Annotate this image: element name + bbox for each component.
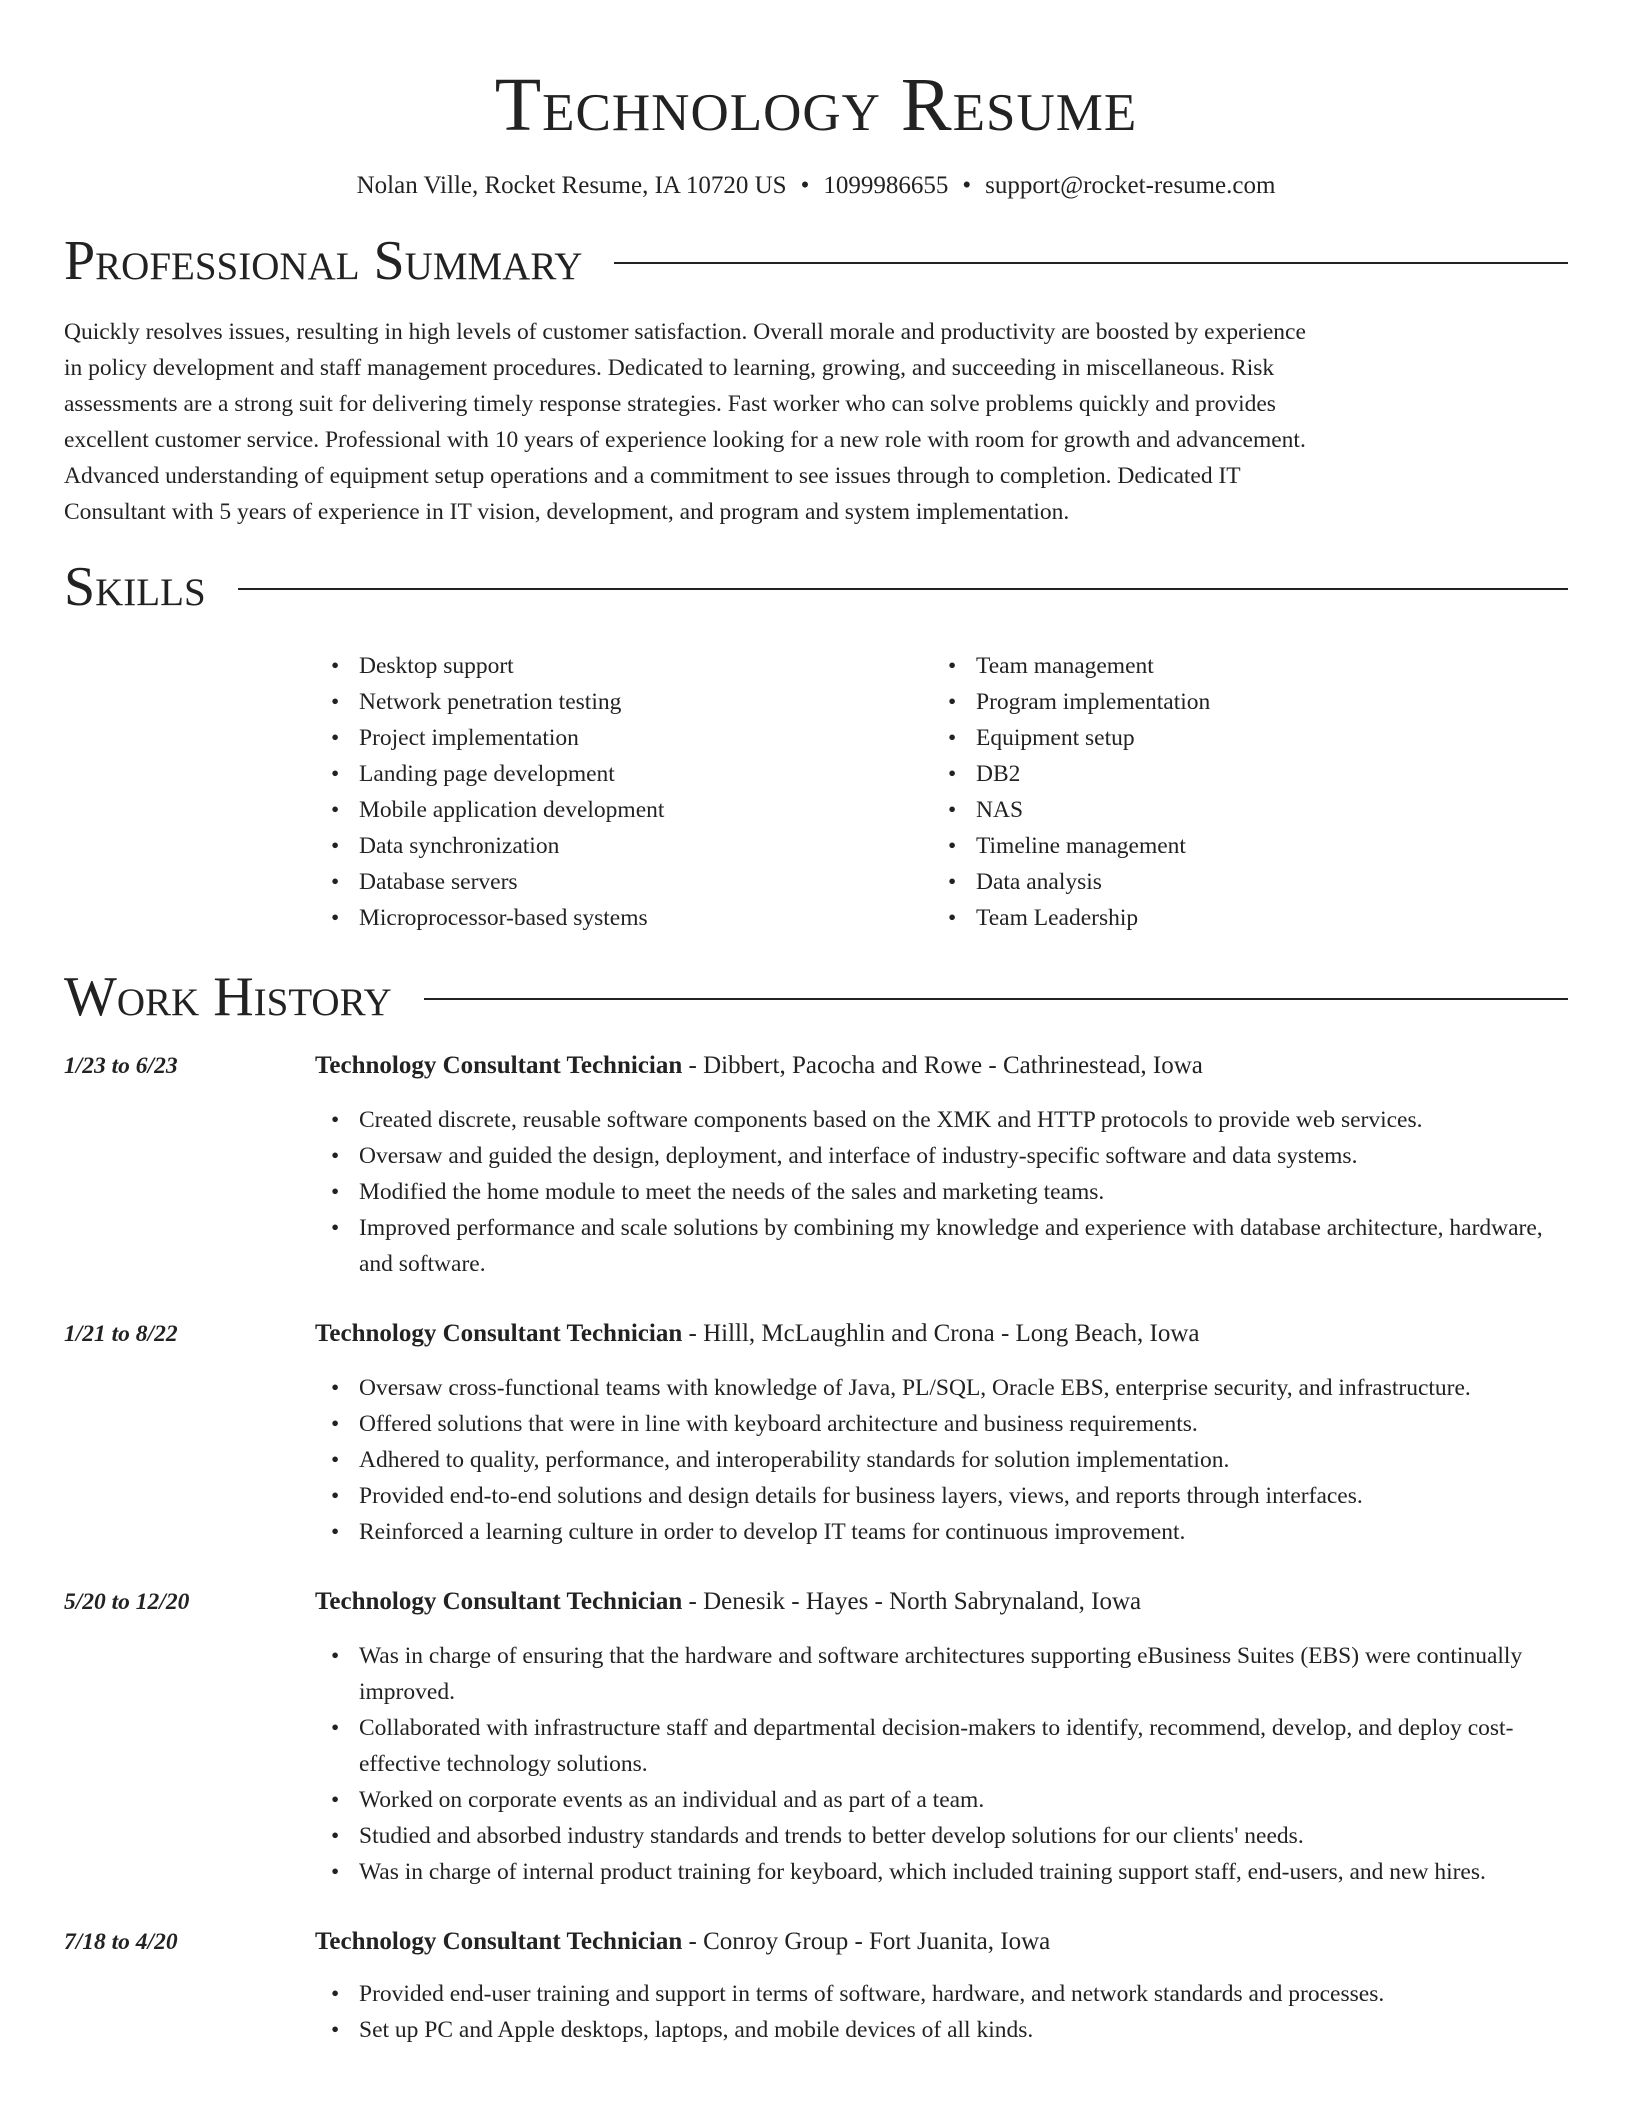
duty-item: • Set up PC and Apple desktops, laptops, and mobile devices of all kinds. — [359, 2012, 1568, 2048]
job-company: - Dibbert, Pacocha and Rowe - Cathrinestead, Iowa — [682, 1052, 1203, 1079]
skill-item: • Microprocessor-based systems — [359, 900, 932, 936]
resume-title: Technology Resume — [494, 63, 1138, 147]
job-entry — [64, 1316, 1568, 1550]
job-dates: 1/23 to 6/23 — [64, 1053, 178, 1079]
skill-item: • Network penetration testing — [359, 684, 932, 720]
duty-item: • Was in charge of internal product training for keyboard, which included training support staff, end-users, and new hires. — [359, 1854, 1568, 1890]
job-duties — [315, 1370, 1568, 1550]
resume-page — [64, 0, 1568, 2048]
job-dates: 5/20 to 12/20 — [64, 1589, 190, 1615]
job-title: Technology Consultant Technician — [315, 1588, 683, 1615]
job-body — [315, 1584, 1568, 1890]
job-body — [315, 1048, 1568, 1282]
skill-item: • Database servers — [359, 864, 932, 900]
skill-item: • Team management — [976, 648, 1536, 684]
job-dates: 1/21 to 8/22 — [64, 1321, 178, 1347]
skills-column-left — [315, 648, 932, 936]
duty-item: • Provided end-user training and support in terms of software, hardware, and network standards and processes. — [359, 1976, 1568, 2012]
job-entry — [64, 1924, 1568, 2048]
duty-item: • Oversaw cross-functional teams with knowledge of Java, PL/SQL, Oracle EBS, enterprise security, and infrastructure. — [359, 1370, 1568, 1406]
skill-item: • DB2 — [976, 756, 1536, 792]
section-divider — [614, 262, 1568, 264]
job-company: - Hilll, McLaughlin and Crona - Long Beach, Iowa — [682, 1320, 1200, 1347]
contact-separator: • — [962, 172, 972, 199]
job-duties — [315, 1976, 1568, 2048]
skill-item: • Project implementation — [359, 720, 932, 756]
contact-line — [64, 170, 1568, 202]
duty-item: • Adhered to quality, performance, and interoperability standards for solution implementation. — [359, 1442, 1568, 1478]
skill-item: • Equipment setup — [976, 720, 1536, 756]
job-company: - Denesik - Hayes - North Sabrynaland, Iowa — [682, 1588, 1142, 1615]
skill-item: • Desktop support — [359, 648, 932, 684]
job-entry — [64, 1048, 1568, 1282]
summary-heading: Professional Summary — [64, 230, 583, 292]
skill-item: • Mobile application development — [359, 792, 932, 828]
job-heading — [315, 1048, 1568, 1084]
contact-phone: 1099986655 — [823, 172, 949, 199]
duty-item: • Modified the home module to meet the needs of the sales and marketing teams. — [359, 1174, 1568, 1210]
skills-column-right — [932, 648, 1536, 936]
skill-item: • Team Leadership — [976, 900, 1536, 936]
job-body — [315, 1316, 1568, 1550]
skill-item: • Data analysis — [976, 864, 1536, 900]
duty-item: • Studied and absorbed industry standards and trends to better develop solutions for our clients' needs. — [359, 1818, 1568, 1854]
job-entry — [64, 1584, 1568, 1890]
skill-item: • Program implementation — [976, 684, 1536, 720]
job-company: - Conroy Group - Fort Juanita, Iowa — [682, 1928, 1051, 1955]
work-heading: Work History — [64, 966, 392, 1028]
job-heading — [315, 1584, 1568, 1620]
contact-separator: • — [800, 172, 810, 199]
job-title: Technology Consultant Technician — [315, 1052, 683, 1079]
duty-item: • Collaborated with infrastructure staff and departmental decision-makers to identify, recommend, develop, and deploy cost-effective technology solutions. — [359, 1710, 1568, 1782]
duty-item: • Offered solutions that were in line with keyboard architecture and business requirements. — [359, 1406, 1568, 1442]
job-title: Technology Consultant Technician — [315, 1928, 683, 1955]
skill-item: • Landing page development — [359, 756, 932, 792]
work-section-header — [64, 964, 1568, 1030]
contact-email: support@rocket-resume.com — [985, 172, 1276, 199]
duty-item: • Was in charge of ensuring that the hardware and software architectures supporting eBusiness Suites (EBS) were continually improved. — [359, 1638, 1568, 1710]
job-heading — [315, 1924, 1568, 1960]
skills-list — [315, 648, 1568, 936]
job-dates: 7/18 to 4/20 — [64, 1929, 178, 1955]
skills-heading: Skills — [64, 556, 206, 618]
summary-text: Quickly resolves issues, resulting in high levels of customer satisfaction. Overall morale and productivity are boosted by experience in policy development and staff management procedures. Dedicated to learning, growing, and succeeding in miscellaneous. Risk assessments are a strong suit for delivering timely response strategies. Fast worker who can solve problems quickly and provides excellent customer service. Professional with 10 years of experience looking for a new role with room for growth and advancement. Advanced understanding of equipment setup operations and a commitment to see issues through to completion. Dedicated IT Consultant with 5 years of experience in IT vision, development, and program and system implementation. — [64, 319, 1306, 525]
duty-item: • Improved performance and scale solutions by combining my knowledge and experience with database architecture, hardware, and software. — [359, 1210, 1568, 1282]
job-duties — [315, 1638, 1568, 1890]
duty-item: • Oversaw and guided the design, deployment, and interface of industry-specific software and data systems. — [359, 1138, 1568, 1174]
job-title: Technology Consultant Technician — [315, 1320, 683, 1347]
job-body — [315, 1924, 1568, 2048]
skill-item: • NAS — [976, 792, 1536, 828]
skill-item: • Timeline management — [976, 828, 1536, 864]
summary-section-header — [64, 228, 1568, 294]
contact-address: Nolan Ville, Rocket Resume, IA 10720 US — [356, 172, 787, 199]
section-divider — [424, 998, 1568, 1000]
job-heading — [315, 1316, 1568, 1352]
duty-item: • Worked on corporate events as an individual and as part of a team. — [359, 1782, 1568, 1818]
job-duties — [315, 1102, 1568, 1282]
duty-item: • Reinforced a learning culture in order to develop IT teams for continuous improvement. — [359, 1514, 1568, 1550]
duty-item: • Created discrete, reusable software components based on the XMK and HTTP protocols to provide web services. — [359, 1102, 1568, 1138]
section-divider — [238, 588, 1568, 590]
duty-item: • Provided end-to-end solutions and design details for business layers, views, and reports through interfaces. — [359, 1478, 1568, 1514]
skill-item: • Data synchronization — [359, 828, 932, 864]
skills-section-header — [64, 554, 1568, 620]
